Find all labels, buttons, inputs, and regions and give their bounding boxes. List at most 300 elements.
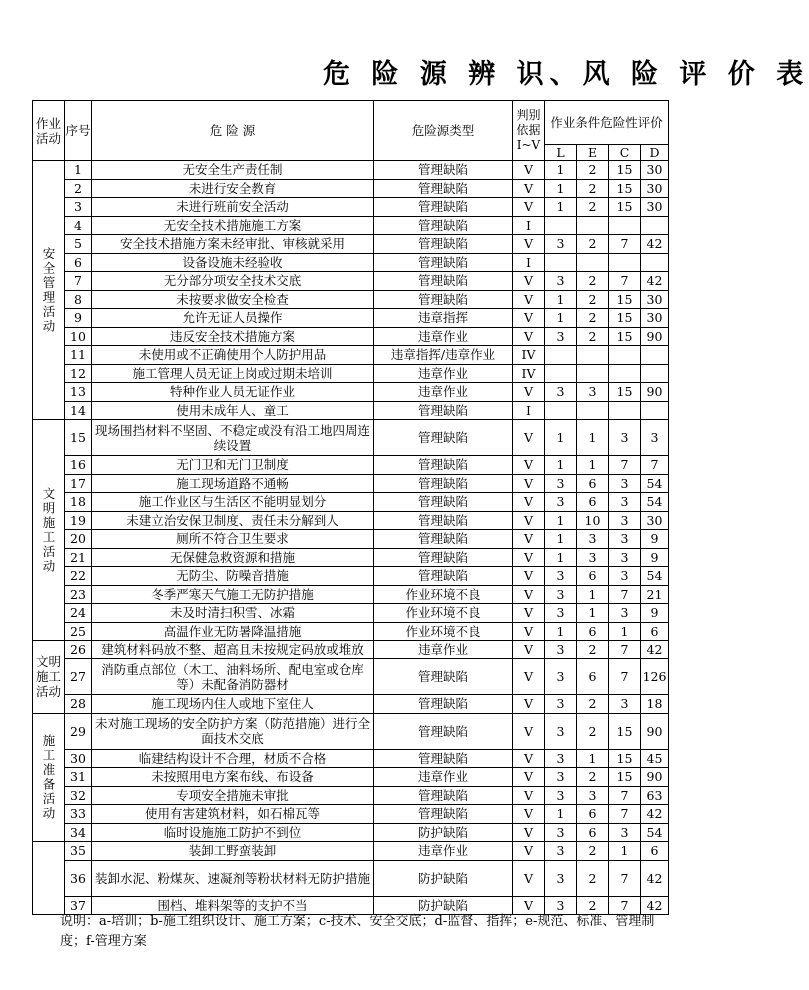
type-cell: 违章作业	[374, 383, 513, 402]
basis-cell: V	[513, 622, 545, 641]
hazard-cell: 未进行安全教育	[92, 179, 374, 198]
type-cell: 管理缺陷	[374, 456, 513, 475]
table-row	[33, 179, 669, 198]
L-cell: 3	[545, 641, 577, 659]
header-E: E	[577, 145, 609, 161]
E-cell: 6	[577, 474, 609, 493]
C-cell: 7	[609, 805, 641, 824]
row-no: 36	[65, 860, 92, 896]
basis-cell: V	[513, 823, 545, 842]
basis-cell: V	[513, 713, 545, 749]
C-cell: 3	[609, 530, 641, 549]
type-cell: 作业环境不良	[374, 604, 513, 623]
hazard-cell: 建筑材料码放不整、超高且未按规定码放或堆放	[92, 641, 374, 659]
D-cell	[641, 364, 669, 383]
hazard-cell: 未建立治安保卫制度、责任未分解到人	[92, 511, 374, 530]
type-cell: 违章作业	[374, 364, 513, 383]
D-cell: 42	[641, 272, 669, 291]
D-cell: 9	[641, 604, 669, 623]
row-no: 3	[65, 198, 92, 217]
D-cell: 9	[641, 548, 669, 567]
table-row	[33, 768, 669, 787]
header-activity: 作业活动	[33, 101, 65, 161]
D-cell: 42	[641, 641, 669, 659]
C-cell: 15	[609, 198, 641, 217]
row-no: 23	[65, 585, 92, 604]
L-cell	[545, 364, 577, 383]
E-cell	[577, 253, 609, 272]
hazard-cell: 违反安全技术措施方案	[92, 327, 374, 346]
D-cell: 54	[641, 823, 669, 842]
type-cell: 管理缺陷	[374, 290, 513, 309]
C-cell: 3	[609, 548, 641, 567]
row-no: 15	[65, 420, 92, 456]
table-row	[33, 161, 669, 180]
C-cell	[609, 346, 641, 365]
footnote: 说明：a-培训；b-施工组织设计、施工方案；c-技术、安全交底；d-监督、指挥；e-规范、标准、管理制度；f-管理方案	[60, 914, 655, 949]
C-cell: 3	[609, 511, 641, 530]
E-cell: 1	[577, 420, 609, 456]
type-cell: 管理缺陷	[374, 749, 513, 768]
row-no: 29	[65, 713, 92, 749]
L-cell: 3	[545, 567, 577, 586]
E-cell: 2	[577, 161, 609, 180]
basis-cell: V	[513, 604, 545, 623]
type-cell: 违章指挥	[374, 309, 513, 328]
D-cell: 30	[641, 290, 669, 309]
type-cell: 管理缺陷	[374, 253, 513, 272]
row-no: 11	[65, 346, 92, 365]
type-cell: 管理缺陷	[374, 805, 513, 824]
hazard-cell: 未进行班前安全活动	[92, 198, 374, 217]
hazard-cell: 围档、堆料架等的支护不当	[92, 896, 374, 915]
E-cell: 2	[577, 896, 609, 915]
type-cell: 作业环境不良	[374, 585, 513, 604]
type-cell: 管理缺陷	[374, 216, 513, 235]
row-no: 24	[65, 604, 92, 623]
L-cell: 1	[545, 548, 577, 567]
hazard-cell: 无分部分项安全技术交底	[92, 272, 374, 291]
row-no: 37	[65, 896, 92, 915]
type-cell: 管理缺陷	[374, 530, 513, 549]
basis-cell: V	[513, 198, 545, 217]
hazard-cell: 无保健急救资源和措施	[92, 548, 374, 567]
E-cell: 2	[577, 327, 609, 346]
L-cell	[545, 216, 577, 235]
row-no: 16	[65, 456, 92, 475]
C-cell: 3	[609, 493, 641, 512]
header-D: D	[641, 145, 669, 161]
E-cell	[577, 401, 609, 420]
basis-cell: IV	[513, 364, 545, 383]
table-row	[33, 327, 669, 346]
basis-cell: V	[513, 842, 545, 861]
table-row	[33, 530, 669, 549]
E-cell: 2	[577, 179, 609, 198]
C-cell: 3	[609, 420, 641, 456]
C-cell: 7	[609, 585, 641, 604]
L-cell: 3	[545, 272, 577, 291]
E-cell: 6	[577, 823, 609, 842]
basis-cell: V	[513, 659, 545, 695]
table-row	[33, 749, 669, 768]
row-no: 20	[65, 530, 92, 549]
type-cell: 管理缺陷	[374, 713, 513, 749]
table-row	[33, 383, 669, 402]
hazard-cell: 临建结构设计不合理，材质不合格	[92, 749, 374, 768]
basis-cell: V	[513, 420, 545, 456]
D-cell: 90	[641, 383, 669, 402]
L-cell: 1	[545, 511, 577, 530]
row-no: 13	[65, 383, 92, 402]
hazard-cell: 消防重点部位（木工、油料场所、配电室或仓库等）未配备消防器材	[92, 659, 374, 695]
L-cell: 3	[545, 695, 577, 714]
D-cell: 54	[641, 493, 669, 512]
L-cell: 1	[545, 622, 577, 641]
type-cell: 管理缺陷	[374, 695, 513, 714]
hazard-cell: 装卸水泥、粉煤灰、速凝剂等粉状材料无防护措施	[92, 860, 374, 896]
hazard-cell: 无安全技术措施施工方案	[92, 216, 374, 235]
table-row	[33, 272, 669, 291]
table-row	[33, 548, 669, 567]
E-cell: 10	[577, 511, 609, 530]
hazard-cell: 未使用或不正确使用个人防护用品	[92, 346, 374, 365]
hazard-cell: 未按要求做安全检查	[92, 290, 374, 309]
E-cell: 2	[577, 198, 609, 217]
row-no: 14	[65, 401, 92, 420]
C-cell: 7	[609, 786, 641, 805]
L-cell: 3	[545, 604, 577, 623]
row-no: 2	[65, 179, 92, 198]
type-cell: 管理缺陷	[374, 401, 513, 420]
L-cell: 1	[545, 456, 577, 475]
type-cell: 违章作业	[374, 768, 513, 787]
type-cell: 防护缺陷	[374, 823, 513, 842]
type-cell: 违章作业	[374, 327, 513, 346]
C-cell: 1	[609, 622, 641, 641]
type-cell: 违章作业	[374, 641, 513, 659]
hazard-cell: 高温作业无防暑降温措施	[92, 622, 374, 641]
C-cell: 3	[609, 695, 641, 714]
hazard-cell: 安全技术措施方案未经审批、审核就采用	[92, 235, 374, 254]
D-cell: 21	[641, 585, 669, 604]
activity-civil2: 文明施工活动	[33, 641, 65, 714]
row-no: 28	[65, 695, 92, 714]
C-cell: 7	[609, 860, 641, 896]
C-cell: 15	[609, 179, 641, 198]
E-cell: 1	[577, 585, 609, 604]
table-row	[33, 695, 669, 714]
header-no: 序号	[65, 101, 92, 161]
basis-cell: V	[513, 530, 545, 549]
type-cell: 管理缺陷	[374, 567, 513, 586]
basis-cell: V	[513, 511, 545, 530]
hazard-table	[32, 100, 669, 915]
row-no: 4	[65, 216, 92, 235]
L-cell: 1	[545, 805, 577, 824]
C-cell: 7	[609, 456, 641, 475]
basis-cell: V	[513, 474, 545, 493]
L-cell: 3	[545, 383, 577, 402]
type-cell: 作业环境不良	[374, 622, 513, 641]
row-no: 17	[65, 474, 92, 493]
header-row-1	[33, 101, 669, 145]
hazard-cell: 施工管理人员无证上岗或过期未培训	[92, 364, 374, 383]
header-L: L	[545, 145, 577, 161]
table-row	[33, 805, 669, 824]
C-cell: 15	[609, 327, 641, 346]
row-no: 32	[65, 786, 92, 805]
basis-cell: V	[513, 860, 545, 896]
basis-cell: V	[513, 272, 545, 291]
basis-cell: V	[513, 641, 545, 659]
basis-cell: I	[513, 253, 545, 272]
type-cell: 管理缺陷	[374, 235, 513, 254]
D-cell: 3	[641, 420, 669, 456]
basis-cell: V	[513, 805, 545, 824]
L-cell: 1	[545, 290, 577, 309]
table-row	[33, 364, 669, 383]
E-cell: 3	[577, 548, 609, 567]
C-cell: 3	[609, 604, 641, 623]
page-title: 危 险 源 辨 识、风 险 评 价 表	[323, 59, 809, 90]
table-row	[33, 309, 669, 328]
E-cell: 1	[577, 749, 609, 768]
header-hazard: 危 险 源	[92, 101, 374, 161]
L-cell: 1	[545, 198, 577, 217]
table-row	[33, 253, 669, 272]
L-cell: 3	[545, 786, 577, 805]
type-cell: 管理缺陷	[374, 659, 513, 695]
table-row	[33, 713, 669, 749]
D-cell: 54	[641, 474, 669, 493]
hazard-cell: 未及时清扫积雪、冰霜	[92, 604, 374, 623]
E-cell: 6	[577, 659, 609, 695]
basis-cell: V	[513, 585, 545, 604]
row-no: 22	[65, 567, 92, 586]
type-cell: 管理缺陷	[374, 511, 513, 530]
L-cell: 3	[545, 768, 577, 787]
activity-safety: 安全管理活动	[33, 161, 65, 420]
basis-cell: I	[513, 401, 545, 420]
row-no: 10	[65, 327, 92, 346]
hazard-cell: 现场围挡材料不坚固、不稳定或没有沿工地四周连续设置	[92, 420, 374, 456]
E-cell: 2	[577, 641, 609, 659]
hazard-cell: 使用有害建筑材料，如石棉瓦等	[92, 805, 374, 824]
hazard-cell: 专项安全措施未审批	[92, 786, 374, 805]
hazard-cell: 厕所不符合卫生要求	[92, 530, 374, 549]
row-no: 6	[65, 253, 92, 272]
C-cell: 15	[609, 309, 641, 328]
row-no: 27	[65, 659, 92, 695]
L-cell: 3	[545, 749, 577, 768]
D-cell: 7	[641, 456, 669, 475]
C-cell	[609, 401, 641, 420]
D-cell: 42	[641, 235, 669, 254]
table-row	[33, 493, 669, 512]
L-cell: 3	[545, 860, 577, 896]
L-cell: 3	[545, 493, 577, 512]
hazard-cell: 施工作业区与生活区不能明显划分	[92, 493, 374, 512]
hazard-cell: 施工现场内住人或地下室住人	[92, 695, 374, 714]
table-row	[33, 622, 669, 641]
row-no: 7	[65, 272, 92, 291]
L-cell	[545, 253, 577, 272]
L-cell: 1	[545, 530, 577, 549]
D-cell: 126	[641, 659, 669, 695]
E-cell: 2	[577, 695, 609, 714]
D-cell	[641, 401, 669, 420]
L-cell: 3	[545, 327, 577, 346]
type-cell: 管理缺陷	[374, 161, 513, 180]
hazard-cell: 冬季严寒天气施工无防护措施	[92, 585, 374, 604]
D-cell: 6	[641, 622, 669, 641]
E-cell: 2	[577, 768, 609, 787]
C-cell: 1	[609, 842, 641, 861]
type-cell: 防护缺陷	[374, 860, 513, 896]
basis-cell: V	[513, 786, 545, 805]
E-cell: 2	[577, 713, 609, 749]
basis-cell: V	[513, 493, 545, 512]
table-row	[33, 346, 669, 365]
basis-cell: V	[513, 161, 545, 180]
activity-empty	[33, 842, 65, 915]
E-cell: 2	[577, 290, 609, 309]
E-cell: 6	[577, 622, 609, 641]
table-row	[33, 216, 669, 235]
C-cell: 15	[609, 713, 641, 749]
table-row	[33, 860, 669, 896]
D-cell: 90	[641, 713, 669, 749]
table-row	[33, 585, 669, 604]
E-cell: 3	[577, 786, 609, 805]
C-cell	[609, 253, 641, 272]
hazard-cell: 临时设施施工防护不到位	[92, 823, 374, 842]
table-row	[33, 567, 669, 586]
E-cell	[577, 216, 609, 235]
L-cell: 3	[545, 659, 577, 695]
C-cell: 3	[609, 474, 641, 493]
row-no: 9	[65, 309, 92, 328]
row-no: 31	[65, 768, 92, 787]
D-cell: 45	[641, 749, 669, 768]
D-cell: 54	[641, 567, 669, 586]
table-row	[33, 786, 669, 805]
type-cell: 管理缺陷	[374, 179, 513, 198]
table-row	[33, 420, 669, 456]
E-cell: 1	[577, 456, 609, 475]
row-no: 21	[65, 548, 92, 567]
C-cell	[609, 364, 641, 383]
basis-cell: IV	[513, 346, 545, 365]
C-cell: 7	[609, 235, 641, 254]
C-cell: 15	[609, 161, 641, 180]
C-cell: 15	[609, 749, 641, 768]
hazard-cell: 施工现场道路不通畅	[92, 474, 374, 493]
row-no: 33	[65, 805, 92, 824]
row-no: 18	[65, 493, 92, 512]
basis-cell: V	[513, 179, 545, 198]
type-cell: 管理缺陷	[374, 493, 513, 512]
row-no: 26	[65, 641, 92, 659]
row-no: 1	[65, 161, 92, 180]
L-cell: 3	[545, 585, 577, 604]
table-row	[33, 511, 669, 530]
D-cell: 9	[641, 530, 669, 549]
row-no: 19	[65, 511, 92, 530]
table-row	[33, 823, 669, 842]
basis-cell: V	[513, 290, 545, 309]
hazard-cell: 使用未成年人、童工	[92, 401, 374, 420]
C-cell	[609, 216, 641, 235]
basis-cell: V	[513, 548, 545, 567]
C-cell: 7	[609, 272, 641, 291]
E-cell	[577, 364, 609, 383]
basis-cell: V	[513, 896, 545, 915]
L-cell: 1	[545, 420, 577, 456]
row-no: 25	[65, 622, 92, 641]
basis-cell: V	[513, 768, 545, 787]
hazard-cell: 设备设施未经验收	[92, 253, 374, 272]
D-cell: 30	[641, 179, 669, 198]
header-eval: 作业条件危险性评价	[545, 101, 669, 145]
D-cell: 6	[641, 842, 669, 861]
basis-cell: V	[513, 567, 545, 586]
basis-cell: V	[513, 383, 545, 402]
E-cell: 2	[577, 272, 609, 291]
type-cell: 管理缺陷	[374, 548, 513, 567]
basis-cell: V	[513, 327, 545, 346]
type-cell: 防护缺陷	[374, 896, 513, 915]
E-cell	[577, 346, 609, 365]
type-cell: 管理缺陷	[374, 420, 513, 456]
L-cell: 3	[545, 842, 577, 861]
C-cell: 3	[609, 567, 641, 586]
D-cell: 90	[641, 768, 669, 787]
E-cell: 6	[577, 493, 609, 512]
D-cell: 42	[641, 805, 669, 824]
C-cell: 15	[609, 383, 641, 402]
table-row	[33, 401, 669, 420]
hazard-cell: 未按照用电方案布线、布设备	[92, 768, 374, 787]
D-cell: 30	[641, 161, 669, 180]
row-no: 12	[65, 364, 92, 383]
row-no: 30	[65, 749, 92, 768]
table-row	[33, 474, 669, 493]
D-cell	[641, 346, 669, 365]
D-cell: 42	[641, 896, 669, 915]
table-row	[33, 641, 669, 659]
hazard-cell: 无防尘、防噪音措施	[92, 567, 374, 586]
row-no: 34	[65, 823, 92, 842]
header-C: C	[609, 145, 641, 161]
D-cell	[641, 253, 669, 272]
basis-cell: V	[513, 749, 545, 768]
D-cell: 63	[641, 786, 669, 805]
L-cell: 3	[545, 823, 577, 842]
hazard-cell: 允许无证人员操作	[92, 309, 374, 328]
E-cell: 6	[577, 567, 609, 586]
E-cell: 2	[577, 842, 609, 861]
activity-civil: 文明施工活动	[33, 420, 65, 641]
activity-prep: 施工准备活动	[33, 713, 65, 842]
table-row	[33, 456, 669, 475]
hazard-cell: 装卸工野蛮装卸	[92, 842, 374, 861]
L-cell: 1	[545, 309, 577, 328]
header-type: 危险源类型	[374, 101, 513, 161]
L-cell: 1	[545, 161, 577, 180]
row-no: 8	[65, 290, 92, 309]
